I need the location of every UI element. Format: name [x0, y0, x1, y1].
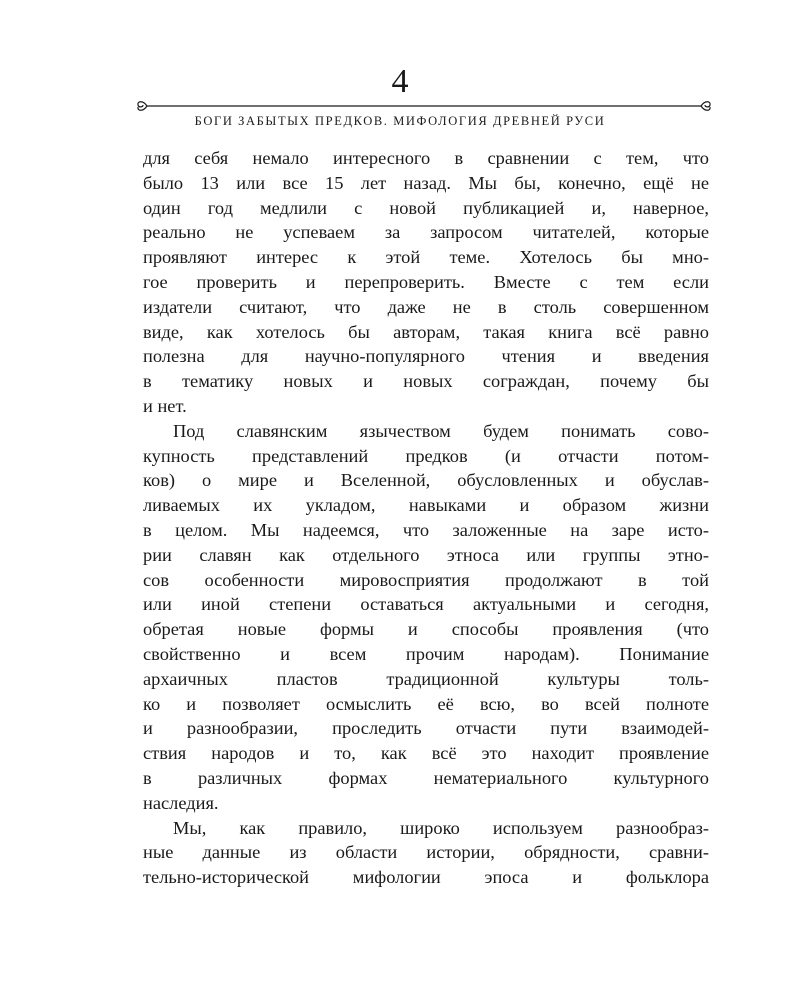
text-line: наследия. — [143, 792, 219, 813]
text-line: в различных формах нематериального культурного — [143, 767, 709, 788]
text-line: виде, как хотелось бы авторам, такая книга всё равно — [143, 321, 709, 342]
text-line: полезна для научно-популярного чтения и введения — [143, 346, 709, 367]
text-line: купность представлений предков (и отчасти потом- — [143, 445, 709, 466]
body-text — [143, 146, 709, 890]
text-line: сов особенности мировосприятия продолжают в той — [143, 569, 709, 590]
text-line: ствия народов и то, как всё это находит проявление — [143, 743, 709, 764]
text-line: для себя немало интересного в сравнении с тем, что — [143, 148, 709, 168]
text-line: было 13 или все 15 лет назад. Мы бы, конечно, ещё не — [143, 172, 709, 193]
text-line: проявляют интерес к этой теме. Хотелось бы мно- — [143, 247, 709, 268]
text-line: ные данные из области истории, обрядности, сравни- — [143, 842, 709, 863]
text-line: свойственно и всем прочим народам). Понимание — [143, 643, 709, 664]
text-line: реально не успеваем за запросом читателей, которые — [143, 222, 709, 243]
left-flourish-icon — [138, 102, 147, 111]
text-line: ливаемых их укладом, навыками и образом жизни — [143, 495, 709, 516]
text-line: Под славянским язычеством будем понимать сово- — [173, 420, 709, 441]
text-line: ко и позволяет осмыслить её всю, во всей полноте — [143, 693, 709, 714]
right-flourish-icon — [701, 102, 710, 111]
text-line: ков) о мире и Вселенной, обусловленных и обуслав- — [143, 470, 709, 491]
text-line: или иной степени оставаться актуальными и сегодня, — [143, 594, 709, 615]
page-number: 4 — [391, 63, 409, 100]
text-line: Мы, как правило, широко используем разнообраз- — [173, 817, 709, 838]
text-line: тельно-исторической мифологии эпоса и фольклора — [143, 867, 709, 888]
text-line: гое проверить и перепроверить. Вместе с тем если — [143, 271, 709, 292]
text-line: один год медлили с новой публикацией и, наверное, — [143, 197, 709, 218]
text-line: издатели считают, что даже не в столь совершенном — [143, 296, 709, 317]
text-line: рии славян как отдельного этноса или группы этно- — [143, 544, 709, 565]
text-line: обретая новые формы и способы проявления (что — [143, 619, 709, 640]
text-line: в целом. Мы надеемся, что заложенные на заре исто- — [143, 519, 709, 540]
text-line: в тематику новых и новых сограждан, почему бы — [143, 371, 709, 392]
running-header: БОГИ ЗАБЫТЫХ ПРЕДКОВ. МИФОЛОГИЯ ДРЕВНЕЙ РУСИ — [194, 114, 606, 128]
text-line: и нет. — [143, 395, 187, 416]
text-line: и разнообразии, проследить отчасти пути взаимодей- — [143, 718, 709, 739]
text-line: архаичных пластов традиционной культуры толь- — [143, 668, 709, 689]
